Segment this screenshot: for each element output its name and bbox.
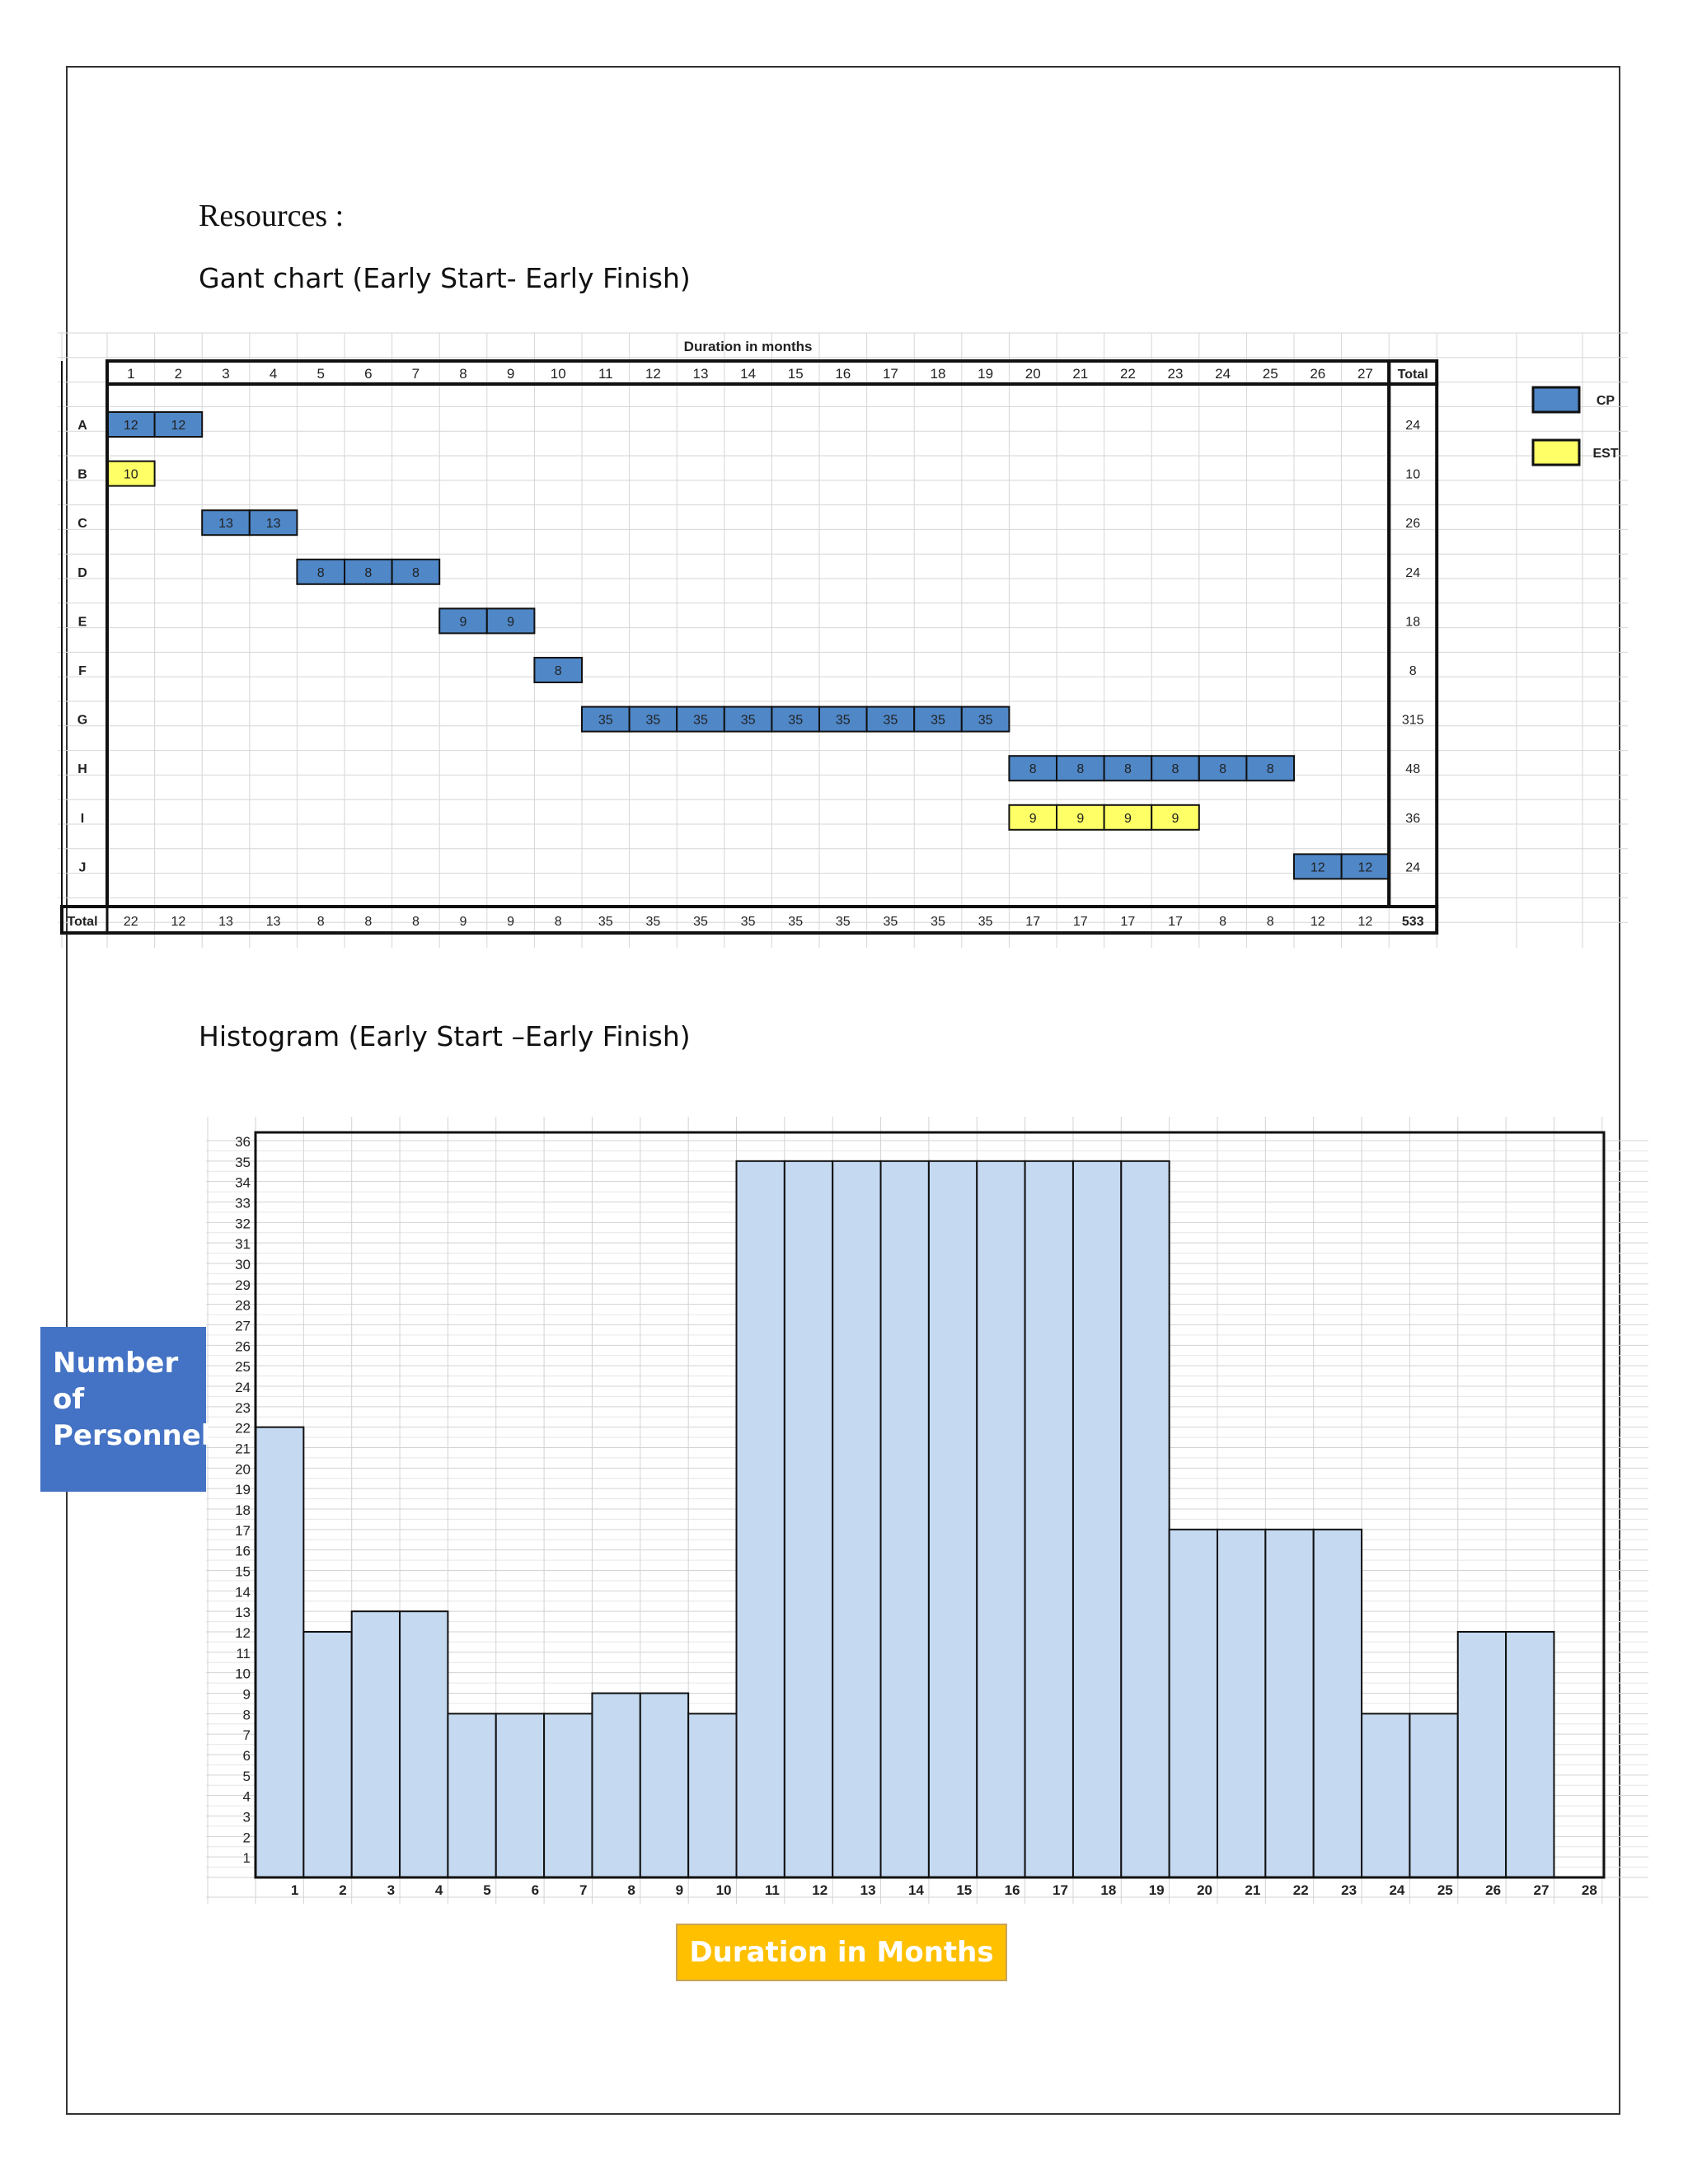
gantt-month-label: 8 bbox=[459, 366, 467, 382]
gantt-total-cell: 35 bbox=[598, 915, 613, 929]
gantt-bar-label: 8 bbox=[1123, 762, 1132, 777]
gantt-grand-total: 533 bbox=[1401, 915, 1424, 929]
histogram-bar bbox=[1265, 1530, 1313, 1877]
gantt-total-cell: 12 bbox=[1310, 915, 1325, 929]
gantt-bar-label: 13 bbox=[218, 517, 233, 532]
y-tick-label: 12 bbox=[235, 1625, 251, 1641]
gantt-bar-label: 8 bbox=[411, 565, 420, 580]
y-tick-label: 14 bbox=[235, 1584, 251, 1601]
gantt-bar-label: 8 bbox=[1219, 762, 1227, 777]
histogram-bar bbox=[1073, 1161, 1121, 1877]
histogram-bar bbox=[881, 1161, 929, 1877]
histogram-bar bbox=[688, 1713, 736, 1877]
gantt-row-total: 8 bbox=[1409, 664, 1417, 678]
y-tick-label: 34 bbox=[235, 1174, 251, 1191]
gantt-total-cell: 35 bbox=[693, 915, 708, 929]
histogram-bar bbox=[1170, 1530, 1217, 1877]
y-axis-label: Number of Personnel bbox=[40, 1327, 206, 1492]
gantt-bar-label: 12 bbox=[171, 419, 186, 433]
x-tick-label: 23 bbox=[1341, 1882, 1357, 1898]
gantt-row-label: J bbox=[78, 860, 87, 875]
gantt-month-label: 19 bbox=[978, 366, 994, 382]
gantt-month-label: 7 bbox=[411, 366, 420, 382]
gantt-total-cell: 17 bbox=[1168, 915, 1183, 929]
y-tick-label: 24 bbox=[235, 1380, 251, 1395]
y-tick-label: 28 bbox=[235, 1297, 251, 1314]
gantt-header-title: Duration in months bbox=[683, 339, 813, 354]
histogram-bar bbox=[1362, 1713, 1409, 1877]
gantt-month-label: 6 bbox=[364, 366, 373, 382]
gantt-total-cell: 35 bbox=[931, 915, 945, 929]
gantt-row-total: 24 bbox=[1405, 419, 1421, 433]
y-tick-label: 31 bbox=[235, 1236, 251, 1253]
histogram-bar bbox=[256, 1427, 303, 1877]
gantt-month-label: 11 bbox=[598, 366, 613, 382]
x-tick-label: 21 bbox=[1245, 1882, 1261, 1898]
gantt-month-label: 5 bbox=[316, 366, 325, 382]
y-tick-label: 6 bbox=[242, 1748, 251, 1764]
histogram-bar bbox=[977, 1161, 1025, 1877]
gantt-total-cell: 8 bbox=[364, 915, 373, 929]
gantt-row-label: I bbox=[80, 811, 85, 826]
gantt-month-label: 13 bbox=[692, 366, 709, 382]
x-tick-label: 16 bbox=[1004, 1882, 1020, 1898]
gantt-bar-label: 8 bbox=[364, 565, 373, 580]
gantt-total-cell: 8 bbox=[1266, 915, 1274, 929]
x-tick-label: 14 bbox=[907, 1882, 924, 1898]
x-tick-label: 2 bbox=[339, 1882, 347, 1898]
histogram-bar bbox=[303, 1632, 351, 1877]
gantt-bar-label: 8 bbox=[1171, 762, 1179, 777]
histogram-bar bbox=[640, 1694, 688, 1878]
y-tick-label: 1 bbox=[242, 1850, 251, 1867]
gantt-row-label: A bbox=[77, 419, 87, 433]
gantt-bar-label: 9 bbox=[507, 615, 515, 630]
histogram-bar bbox=[352, 1611, 400, 1877]
gantt-month-label: 26 bbox=[1310, 366, 1326, 382]
gantt-total-cell: 8 bbox=[554, 915, 562, 929]
gantt-total-cell: 35 bbox=[835, 915, 851, 929]
histogram-bar bbox=[448, 1713, 495, 1877]
gantt-month-label: 1 bbox=[127, 366, 135, 382]
histogram-bar bbox=[1409, 1713, 1457, 1877]
y-tick-label: 11 bbox=[236, 1645, 251, 1661]
gantt-total-cell: 8 bbox=[1219, 915, 1227, 929]
x-tick-label: 3 bbox=[387, 1882, 396, 1898]
gantt-total-cell: 17 bbox=[1120, 915, 1136, 929]
gantt-total-header: Total bbox=[1397, 368, 1428, 382]
x-tick-label: 7 bbox=[579, 1882, 588, 1898]
gantt-month-label: 24 bbox=[1215, 366, 1231, 382]
y-tick-label: 25 bbox=[235, 1359, 251, 1376]
histogram-bar bbox=[544, 1713, 592, 1877]
resources-heading: Resources : bbox=[199, 199, 345, 233]
x-axis-label: Duration in Months bbox=[676, 1924, 1007, 1981]
y-tick-label: 19 bbox=[235, 1482, 251, 1498]
x-tick-label: 26 bbox=[1485, 1882, 1502, 1898]
gantt-row-total: 26 bbox=[1405, 517, 1421, 532]
histogram-heading: Histogram (Early Start –Early Finish) bbox=[199, 1020, 691, 1052]
gantt-month-label: 23 bbox=[1167, 366, 1184, 382]
gantt-total-cell: 12 bbox=[1357, 915, 1373, 929]
histogram-bar bbox=[496, 1713, 544, 1877]
gantt-month-label: 3 bbox=[222, 366, 230, 382]
y-tick-label: 9 bbox=[242, 1686, 251, 1703]
gantt-row-label: D bbox=[77, 565, 87, 580]
gantt-bar-label: 9 bbox=[1029, 811, 1037, 826]
gantt-total-cell: 9 bbox=[507, 915, 515, 929]
y-tick-label: 10 bbox=[235, 1666, 251, 1682]
histogram-bar bbox=[400, 1611, 448, 1877]
gantt-total-cell: 13 bbox=[265, 915, 281, 929]
gantt-bar-label: 12 bbox=[1357, 860, 1373, 875]
gantt-row-label: E bbox=[77, 615, 87, 630]
y-tick-label: 17 bbox=[235, 1522, 251, 1539]
histogram-bar bbox=[929, 1161, 977, 1877]
x-tick-label: 22 bbox=[1292, 1882, 1309, 1898]
gantt-bar-label: 35 bbox=[740, 713, 756, 728]
gantt-total-cell: 35 bbox=[740, 915, 756, 929]
gantt-month-label: 20 bbox=[1025, 366, 1041, 382]
y-tick-label: 23 bbox=[235, 1399, 251, 1416]
gantt-bar-label: 13 bbox=[265, 517, 281, 532]
gantt-row-label: G bbox=[77, 713, 88, 728]
gantt-row-total: 36 bbox=[1405, 811, 1421, 826]
legend-label: EST bbox=[1592, 447, 1619, 461]
gantt-bar-label: 12 bbox=[123, 419, 138, 433]
histogram-bar bbox=[832, 1161, 880, 1877]
histogram-bar bbox=[592, 1694, 640, 1878]
gantt-total-cell: 8 bbox=[411, 915, 420, 929]
gantt-bar-label: 35 bbox=[883, 713, 898, 728]
gantt-total-cell: 35 bbox=[645, 915, 661, 929]
y-tick-label: 22 bbox=[235, 1420, 251, 1436]
gantt-month-label: 9 bbox=[506, 366, 515, 382]
y-tick-label: 21 bbox=[235, 1441, 251, 1457]
histogram-bar bbox=[1314, 1530, 1362, 1877]
y-tick-label: 2 bbox=[242, 1830, 251, 1846]
gantt-bar-label: 8 bbox=[1029, 762, 1037, 777]
histogram-bar bbox=[1217, 1530, 1265, 1877]
gantt-row-label: B bbox=[77, 467, 87, 482]
gantt-row-total: 24 bbox=[1405, 860, 1421, 875]
gantt-total-cell: 9 bbox=[459, 915, 467, 929]
x-tick-label: 6 bbox=[531, 1882, 540, 1898]
gantt-bar-label: 12 bbox=[1310, 860, 1325, 875]
gantt-total-cell: 12 bbox=[171, 915, 186, 929]
gantt-total-cell: 8 bbox=[316, 915, 325, 929]
gantt-bar-label: 8 bbox=[1266, 762, 1274, 777]
gantt-total-cell: 22 bbox=[123, 915, 138, 929]
gantt-bar-label: 35 bbox=[598, 713, 613, 728]
gantt-total-cell: 17 bbox=[1072, 915, 1088, 929]
x-tick-label: 18 bbox=[1100, 1882, 1117, 1898]
x-tick-label: 11 bbox=[764, 1882, 780, 1898]
gantt-total-cell: 13 bbox=[218, 915, 233, 929]
gantt-month-label: 25 bbox=[1262, 366, 1278, 382]
gantt-total-cell: 35 bbox=[978, 915, 993, 929]
x-tick-label: 9 bbox=[675, 1882, 684, 1898]
x-tick-label: 10 bbox=[715, 1882, 732, 1898]
gantt-month-label: 4 bbox=[269, 366, 278, 382]
y-tick-label: 4 bbox=[242, 1788, 251, 1805]
y-tick-label: 8 bbox=[242, 1707, 251, 1723]
y-tick-label: 18 bbox=[235, 1502, 251, 1518]
gantt-month-label: 16 bbox=[835, 366, 851, 382]
x-tick-label: 24 bbox=[1389, 1882, 1405, 1898]
gantt-total-cell: 17 bbox=[1025, 915, 1041, 929]
x-tick-label: 20 bbox=[1197, 1882, 1212, 1898]
gantt-heading: Gant chart (Early Start- Early Finish) bbox=[199, 262, 691, 294]
gantt-bar-label: 35 bbox=[788, 713, 804, 728]
y-tick-label: 33 bbox=[235, 1195, 251, 1212]
legend-label: CP bbox=[1596, 394, 1615, 408]
gantt-bar-label: 35 bbox=[645, 713, 661, 728]
histogram-bar bbox=[1458, 1632, 1506, 1877]
y-tick-label: 29 bbox=[235, 1277, 251, 1293]
y-tick-label: 27 bbox=[235, 1318, 251, 1334]
histogram-bar bbox=[1025, 1161, 1073, 1877]
x-tick-label: 17 bbox=[1053, 1882, 1068, 1898]
gantt-bar-label: 35 bbox=[931, 713, 945, 728]
y-tick-label: 16 bbox=[235, 1543, 251, 1559]
histogram-bar bbox=[785, 1161, 832, 1877]
gantt-month-label: 2 bbox=[174, 366, 183, 382]
x-tick-label: 15 bbox=[956, 1882, 973, 1898]
x-tick-label: 12 bbox=[812, 1882, 828, 1898]
y-tick-label: 13 bbox=[235, 1605, 251, 1621]
gantt-bar-label: 9 bbox=[1171, 811, 1179, 826]
y-tick-label: 15 bbox=[235, 1563, 251, 1580]
gantt-row-label: H bbox=[77, 762, 87, 777]
gantt-month-label: 22 bbox=[1119, 366, 1136, 382]
gantt-row-label: F bbox=[78, 664, 87, 678]
x-tick-label: 1 bbox=[290, 1882, 299, 1898]
y-tick-label: 3 bbox=[242, 1809, 251, 1825]
gantt-total-cell: 35 bbox=[883, 915, 898, 929]
x-tick-label: 19 bbox=[1148, 1882, 1165, 1898]
gantt-row-total: 18 bbox=[1405, 615, 1421, 630]
y-tick-label: 26 bbox=[235, 1338, 251, 1355]
gantt-month-label: 21 bbox=[1072, 366, 1089, 382]
x-tick-label: 27 bbox=[1533, 1882, 1550, 1898]
gantt-month-label: 18 bbox=[930, 366, 946, 382]
y-tick-label: 5 bbox=[242, 1768, 251, 1784]
x-tick-label: 4 bbox=[434, 1882, 443, 1898]
gantt-bar-label: 9 bbox=[1123, 811, 1132, 826]
gantt-bar-label: 35 bbox=[978, 713, 993, 728]
gantt-row-total: 315 bbox=[1401, 713, 1424, 728]
gantt-bar-label: 35 bbox=[693, 713, 708, 728]
y-tick-label: 7 bbox=[242, 1727, 251, 1744]
gantt-row-total: 10 bbox=[1405, 467, 1421, 482]
gantt-bar-label: 10 bbox=[123, 467, 138, 482]
x-tick-label: 8 bbox=[627, 1882, 635, 1898]
gantt-row-total: 48 bbox=[1405, 762, 1421, 777]
x-tick-label: 5 bbox=[483, 1882, 491, 1898]
gantt-bar-label: 8 bbox=[554, 664, 562, 678]
gantt-bar-label: 9 bbox=[1076, 811, 1085, 826]
gantt-month-label: 27 bbox=[1357, 366, 1373, 382]
gantt-totals-label: Total bbox=[67, 915, 98, 929]
histogram-bar bbox=[1506, 1632, 1554, 1877]
histogram-bar bbox=[737, 1161, 785, 1877]
gantt-bar-label: 9 bbox=[459, 615, 467, 630]
histogram-bar bbox=[1121, 1161, 1169, 1877]
y-tick-label: 30 bbox=[235, 1257, 251, 1272]
gantt-total-cell: 35 bbox=[788, 915, 804, 929]
x-tick-label: 13 bbox=[860, 1882, 876, 1898]
y-tick-label: 35 bbox=[235, 1154, 251, 1170]
y-tick-label: 36 bbox=[235, 1134, 251, 1150]
gantt-row-label: C bbox=[77, 517, 87, 532]
gantt-month-label: 12 bbox=[645, 366, 661, 382]
x-tick-label: 28 bbox=[1581, 1882, 1597, 1898]
gantt-bar-label: 35 bbox=[835, 713, 851, 728]
gantt-month-label: 14 bbox=[740, 366, 757, 382]
gantt-month-label: 10 bbox=[550, 366, 566, 382]
y-tick-label: 32 bbox=[235, 1216, 251, 1232]
gantt-bar-label: 8 bbox=[316, 565, 325, 580]
gantt-row-total: 24 bbox=[1405, 565, 1421, 580]
gantt-bar-label: 8 bbox=[1076, 762, 1085, 777]
y-tick-label: 20 bbox=[235, 1461, 251, 1478]
gantt-month-label: 15 bbox=[787, 366, 804, 382]
x-tick-label: 25 bbox=[1437, 1882, 1453, 1898]
gantt-month-label: 17 bbox=[882, 366, 898, 382]
